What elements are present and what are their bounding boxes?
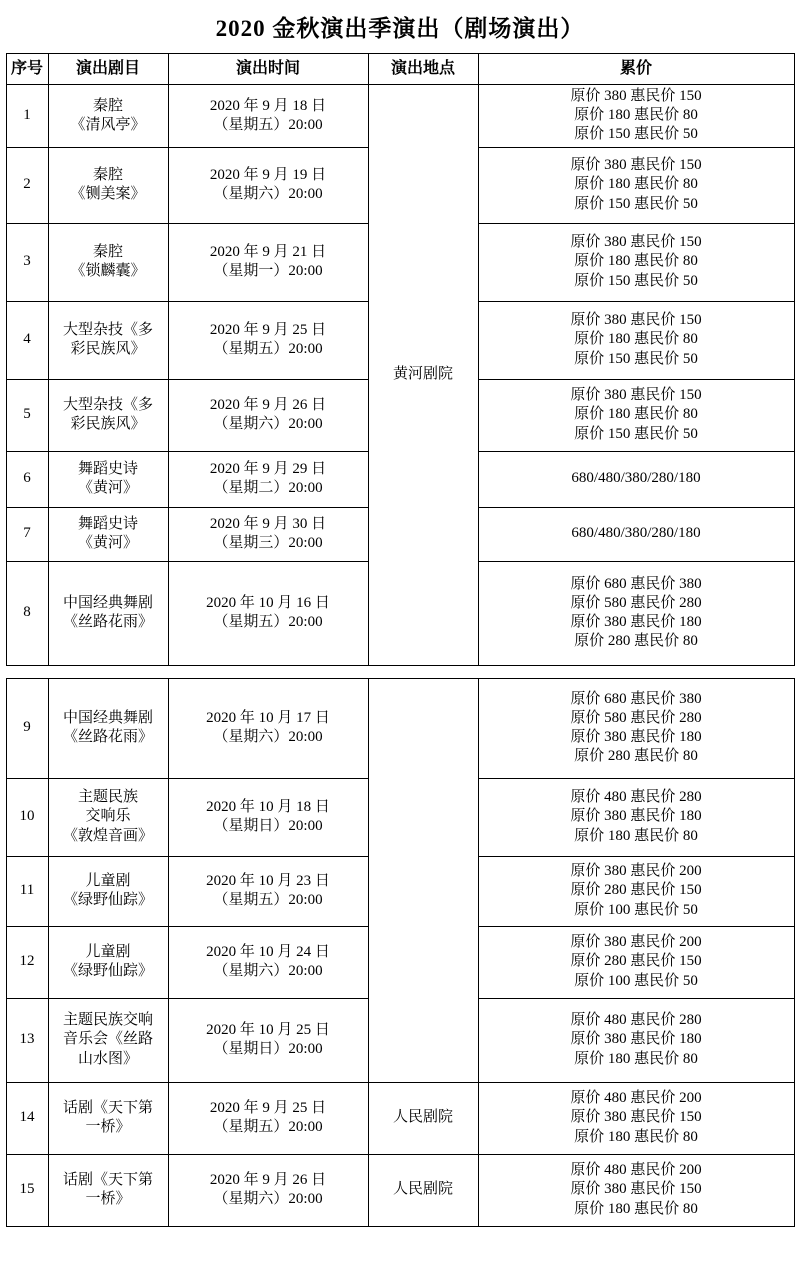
column-header-price: 累价 (478, 54, 794, 85)
row-title (48, 451, 168, 507)
title-line: 话剧《天下第 (62, 1099, 153, 1116)
title-line: 《丝路花雨》 (62, 729, 153, 746)
row-price (478, 379, 794, 451)
price-line: 原价 180 惠民价 80 (574, 331, 698, 348)
row-index: 13 (6, 998, 48, 1082)
row-title (48, 561, 168, 665)
row-price (478, 678, 794, 778)
row-index: 12 (6, 926, 48, 998)
price-line: 原价 280 惠民价 80 (574, 633, 698, 650)
price-line: 原价 380 惠民价 150 (570, 234, 702, 251)
title-line: 秦腔 (92, 97, 123, 114)
price-line: 原价 380 惠民价 180 (570, 1031, 702, 1048)
row-venue: 人民剧院 (368, 1082, 478, 1154)
time-line: 2020 年 9 月 21 日 (209, 243, 327, 260)
title-line: 山水图》 (77, 1050, 138, 1067)
title-line: 《黄河》 (77, 535, 138, 552)
price-line: 680/480/380/280/180 (571, 525, 701, 542)
price-line: 原价 180 惠民价 80 (574, 253, 698, 270)
time-line: （星期五）20:00 (213, 614, 323, 631)
price-line: 原价 380 惠民价 200 (570, 863, 702, 880)
title-line: 《清风亭》 (70, 116, 146, 133)
price-line: 原价 580 惠民价 280 (570, 709, 702, 726)
row-title (48, 926, 168, 998)
title-line: 彩民族风》 (70, 341, 146, 358)
time-line: （星期五）20:00 (213, 892, 323, 909)
price-line: 原价 180 惠民价 80 (574, 1200, 698, 1217)
time-line: 2020 年 9 月 30 日 (209, 515, 327, 532)
row-index: 5 (6, 379, 48, 451)
row-price (478, 451, 794, 507)
page-title: 2020 金秋演出季演出（剧场演出） (215, 16, 585, 41)
time-line: 2020 年 9 月 25 日 (209, 1099, 327, 1116)
table-header-row (6, 54, 794, 85)
row-price (478, 1154, 794, 1226)
time-line: （星期六）20:00 (213, 186, 323, 203)
row-time (168, 1154, 368, 1226)
row-time (168, 998, 368, 1082)
price-line: 原价 380 惠民价 150 (570, 387, 702, 404)
row-time (168, 85, 368, 148)
price-line: 原价 480 惠民价 280 (570, 1012, 702, 1029)
price-line: 原价 580 惠民价 280 (570, 594, 702, 611)
time-line: （星期五）20:00 (213, 341, 323, 358)
row-price (478, 223, 794, 301)
time-line: 2020 年 10 月 16 日 (206, 594, 330, 611)
row-index: 3 (6, 223, 48, 301)
time-line: （星期日）20:00 (213, 818, 323, 835)
row-title (48, 223, 168, 301)
title-line: 秦腔 (92, 166, 123, 183)
schedule-table-part-2 (6, 678, 795, 1227)
title-line: 儿童剧 (85, 872, 131, 889)
title-line: 一桥》 (85, 1119, 131, 1136)
row-index: 11 (6, 856, 48, 926)
row-venue-group: 黄河剧院 (368, 85, 478, 666)
row-title (48, 301, 168, 379)
price-line: 原价 280 惠民价 150 (570, 953, 702, 970)
title-line: 儿童剧 (85, 943, 131, 960)
title-line: 舞蹈史诗 (77, 460, 138, 477)
row-time (168, 301, 368, 379)
row-time (168, 926, 368, 998)
time-line: （星期二）20:00 (213, 480, 323, 497)
title-line: 《丝路花雨》 (62, 614, 153, 631)
row-time (168, 778, 368, 856)
row-time (168, 223, 368, 301)
price-line: 原价 100 惠民价 50 (574, 901, 698, 918)
title-line: 彩民族风》 (70, 416, 146, 433)
row-price (478, 998, 794, 1082)
title-line: 话剧《天下第 (62, 1171, 153, 1188)
column-header-time: 演出时间 (168, 54, 368, 85)
title-line: 大型杂技《多 (62, 396, 153, 413)
time-line: 2020 年 9 月 19 日 (209, 166, 327, 183)
row-title (48, 856, 168, 926)
row-time (168, 507, 368, 561)
row-index: 2 (6, 147, 48, 223)
row-time (168, 856, 368, 926)
table-row (6, 678, 794, 778)
row-price (478, 561, 794, 665)
price-line: 680/480/380/280/180 (571, 470, 701, 487)
title-line: 中国经典舞剧 (62, 709, 153, 726)
time-line: （星期一）20:00 (213, 263, 323, 280)
row-price (478, 856, 794, 926)
row-time (168, 147, 368, 223)
row-index: 4 (6, 301, 48, 379)
page-break-gap (6, 666, 794, 678)
price-line: 原价 180 惠民价 80 (574, 107, 698, 124)
price-line: 原价 180 惠民价 80 (574, 176, 698, 193)
title-line: 秦腔 (92, 243, 123, 260)
price-line: 原价 180 惠民价 80 (574, 406, 698, 423)
price-line: 原价 480 惠民价 280 (570, 789, 702, 806)
price-line: 原价 380 惠民价 150 (570, 157, 702, 174)
price-line: 原价 280 惠民价 150 (570, 882, 702, 899)
column-header-index: 序号 (6, 54, 48, 85)
column-header-title: 演出剧目 (48, 54, 168, 85)
row-time (168, 678, 368, 778)
row-index: 10 (6, 778, 48, 856)
title-line: 舞蹈史诗 (77, 515, 138, 532)
row-title (48, 147, 168, 223)
title-line: 《敦煌音画》 (62, 827, 153, 844)
row-index: 7 (6, 507, 48, 561)
title-line: 中国经典舞剧 (62, 594, 153, 611)
time-line: 2020 年 9 月 26 日 (209, 1171, 327, 1188)
row-price (478, 778, 794, 856)
row-title (48, 998, 168, 1082)
time-line: （星期三）20:00 (213, 535, 323, 552)
row-index: 9 (6, 678, 48, 778)
row-title (48, 1154, 168, 1226)
price-line: 原价 480 惠民价 200 (570, 1090, 702, 1107)
time-line: （星期五）20:00 (213, 1119, 323, 1136)
title-line: 音乐会《丝路 (62, 1031, 153, 1048)
row-index: 1 (6, 85, 48, 148)
price-line: 原价 150 惠民价 50 (574, 126, 698, 143)
title-line: 《绿野仙踪》 (62, 892, 153, 909)
title-line: 一桥》 (85, 1191, 131, 1208)
schedule-body-1 (6, 85, 794, 666)
row-time (168, 451, 368, 507)
row-price (478, 926, 794, 998)
title-line: 主题民族交响 (62, 1012, 153, 1029)
price-line: 原价 380 惠民价 200 (570, 934, 702, 951)
price-line: 原价 150 惠民价 50 (574, 350, 698, 367)
row-venue (368, 678, 478, 1082)
price-line: 原价 380 惠民价 180 (570, 808, 702, 825)
title-line: 大型杂技《多 (62, 321, 153, 338)
price-line: 原价 480 惠民价 200 (570, 1162, 702, 1179)
price-line: 原价 280 惠民价 80 (574, 748, 698, 765)
time-line: 2020 年 9 月 26 日 (209, 396, 327, 413)
row-title (48, 778, 168, 856)
price-line: 原价 680 惠民价 380 (570, 575, 702, 592)
column-header-venue: 演出地点 (368, 54, 478, 85)
price-line: 原价 180 惠民价 80 (574, 1050, 698, 1067)
row-title (48, 507, 168, 561)
price-line: 原价 180 惠民价 80 (574, 1128, 698, 1145)
row-time (168, 379, 368, 451)
time-line: （星期日）20:00 (213, 1041, 323, 1058)
time-line: 2020 年 10 月 17 日 (206, 709, 330, 726)
row-index: 15 (6, 1154, 48, 1226)
title-line: 《黄河》 (77, 480, 138, 497)
row-title (48, 1082, 168, 1154)
time-line: 2020 年 10 月 18 日 (206, 798, 330, 815)
table-row (6, 1154, 794, 1226)
row-title (48, 85, 168, 148)
time-line: （星期六）20:00 (213, 416, 323, 433)
price-line: 原价 380 惠民价 150 (570, 1181, 702, 1198)
time-line: 2020 年 9 月 18 日 (209, 97, 327, 114)
price-line: 原价 150 惠民价 50 (574, 272, 698, 289)
price-line: 原价 380 惠民价 180 (570, 614, 702, 631)
price-line: 原价 380 惠民价 150 (570, 1109, 702, 1126)
price-line: 原价 380 惠民价 180 (570, 729, 702, 746)
row-time (168, 561, 368, 665)
row-price (478, 85, 794, 148)
time-line: （星期六）20:00 (213, 729, 323, 746)
table-row (6, 85, 794, 148)
time-line: （星期六）20:00 (213, 963, 323, 980)
row-index: 14 (6, 1082, 48, 1154)
row-time (168, 1082, 368, 1154)
title-line: 主题民族 (77, 789, 138, 806)
title-line: 交响乐 (85, 808, 131, 825)
time-line: 2020 年 10 月 23 日 (206, 872, 330, 889)
table-row (6, 1082, 794, 1154)
row-title (48, 678, 168, 778)
price-line: 原价 150 惠民价 50 (574, 425, 698, 442)
price-line: 原价 100 惠民价 50 (574, 972, 698, 989)
time-line: 2020 年 10 月 25 日 (206, 1021, 330, 1038)
row-index: 6 (6, 451, 48, 507)
time-line: （星期五）20:00 (213, 116, 323, 133)
schedule-table-part-1 (6, 53, 795, 666)
price-line: 原价 380 惠民价 150 (570, 312, 702, 329)
title-line: 《铡美案》 (70, 186, 146, 203)
price-line: 原价 180 惠民价 80 (574, 827, 698, 844)
row-price (478, 301, 794, 379)
price-line: 原价 150 惠民价 50 (574, 195, 698, 212)
time-line: （星期六）20:00 (213, 1191, 323, 1208)
time-line: 2020 年 10 月 24 日 (206, 943, 330, 960)
schedule-body-2 (6, 678, 794, 1226)
time-line: 2020 年 9 月 25 日 (209, 321, 327, 338)
row-price (478, 1082, 794, 1154)
row-venue: 人民剧院 (368, 1154, 478, 1226)
title-line: 《锁麟囊》 (70, 263, 146, 280)
price-line: 原价 380 惠民价 150 (570, 88, 702, 104)
title-line: 《绿野仙踪》 (62, 963, 153, 980)
row-index: 8 (6, 561, 48, 665)
row-price (478, 147, 794, 223)
row-price (478, 507, 794, 561)
row-title (48, 379, 168, 451)
price-line: 原价 680 惠民价 380 (570, 690, 702, 707)
time-line: 2020 年 9 月 29 日 (209, 460, 327, 477)
